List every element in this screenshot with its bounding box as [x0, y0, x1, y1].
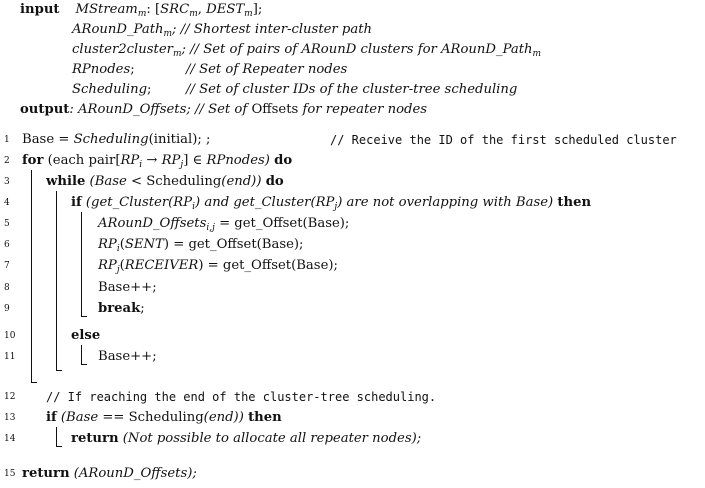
algo-line-5: ARounD_Offsets$_{i,j}$ = get_Offset(Base); — [98, 216, 350, 233]
algo-line-8: Base++; — [98, 280, 157, 295]
line-number-11: 11 — [4, 352, 16, 362]
mstream: MStream — [75, 2, 138, 17]
line-number-1: 1 — [4, 135, 10, 145]
algo-line-15: return (ARounD_Offsets); — [22, 466, 197, 481]
algo-line-12: // If reaching the end of the cluster-tree scheduling. — [46, 390, 437, 404]
for-block-line — [31, 170, 32, 383]
line-number-12: 12 — [4, 392, 16, 402]
line-number-6: 6 — [4, 240, 10, 250]
input-line-3: cluster2cluster$_m$; // Set of pairs of ARounD clusters for ARounD_Path$_m$ — [72, 42, 542, 59]
input-line-1: input MStream$_m$: [$SRC_m$, $DEST_m$]; — [20, 2, 263, 19]
algo-line-1-comment: // Receive the ID of the first scheduled cluster — [330, 133, 677, 147]
output-line: output: ARounD_Offsets; // Set of Offsets for repeater nodes — [20, 102, 428, 117]
algo-line-14: return (Not possible to allocate all repeater nodes); — [71, 431, 422, 446]
line-number-10: 10 — [4, 331, 16, 341]
line-number-3: 3 — [4, 177, 10, 187]
algo-line-7: $RP_j(RECEIVER)$ = get_Offset(Base); — [98, 258, 338, 275]
line-number-2: 2 — [4, 156, 10, 166]
algo-line-6: $RP_i(SENT)$ = get_Offset(Base); — [98, 237, 304, 254]
input-line-5-comment: // Set of cluster IDs of the cluster-tree scheduling — [186, 82, 518, 97]
input-line-5: Scheduling; — [72, 82, 152, 97]
if-return-block-line — [56, 427, 57, 447]
input-line-4: RPnodes; — [72, 62, 135, 77]
while-block-line — [56, 191, 57, 371]
line-number-4: 4 — [4, 198, 10, 208]
algo-line-1: Base = Scheduling(initial); ; — [22, 132, 211, 147]
while-block-foot — [56, 370, 62, 371]
line-number-7: 7 — [4, 261, 10, 271]
if-return-block-foot — [56, 446, 62, 447]
line-number-8: 8 — [4, 283, 10, 293]
line-number-15: 15 — [4, 469, 16, 479]
else-block-line — [81, 345, 82, 365]
line-number-5: 5 — [4, 219, 10, 229]
line-number-14: 14 — [4, 434, 16, 444]
for-block-foot — [31, 382, 37, 383]
else-block-foot — [81, 364, 87, 365]
output-keyword: output — [20, 102, 70, 117]
algo-line-9: break; — [98, 301, 145, 316]
algo-line-10: else — [71, 328, 101, 343]
input-line-2: ARounD_Path$_m$; // Shortest inter-cluster path — [72, 22, 373, 39]
algo-line-4: if ($get\_Cluster(RP_i)$ and $get\_Cluster(RP_j)$ are not overlapping with Base) then — [71, 195, 592, 212]
if-block-line — [81, 212, 82, 317]
if-block-foot — [81, 316, 87, 317]
input-line-4-comment: // Set of Repeater nodes — [186, 62, 348, 77]
algo-line-2: for (each $pair[RP_i \to RP_j]$ ∈ RPnodes) do — [22, 153, 293, 170]
algo-line-13: if (Base == Scheduling(end)) then — [46, 410, 282, 425]
algo-line-3: while (Base < Scheduling(end)) do — [46, 174, 284, 189]
line-number-9: 9 — [4, 304, 10, 314]
input-keyword: input — [20, 2, 60, 17]
algo-line-11: Base++; — [98, 349, 157, 364]
line-number-13: 13 — [4, 413, 16, 423]
